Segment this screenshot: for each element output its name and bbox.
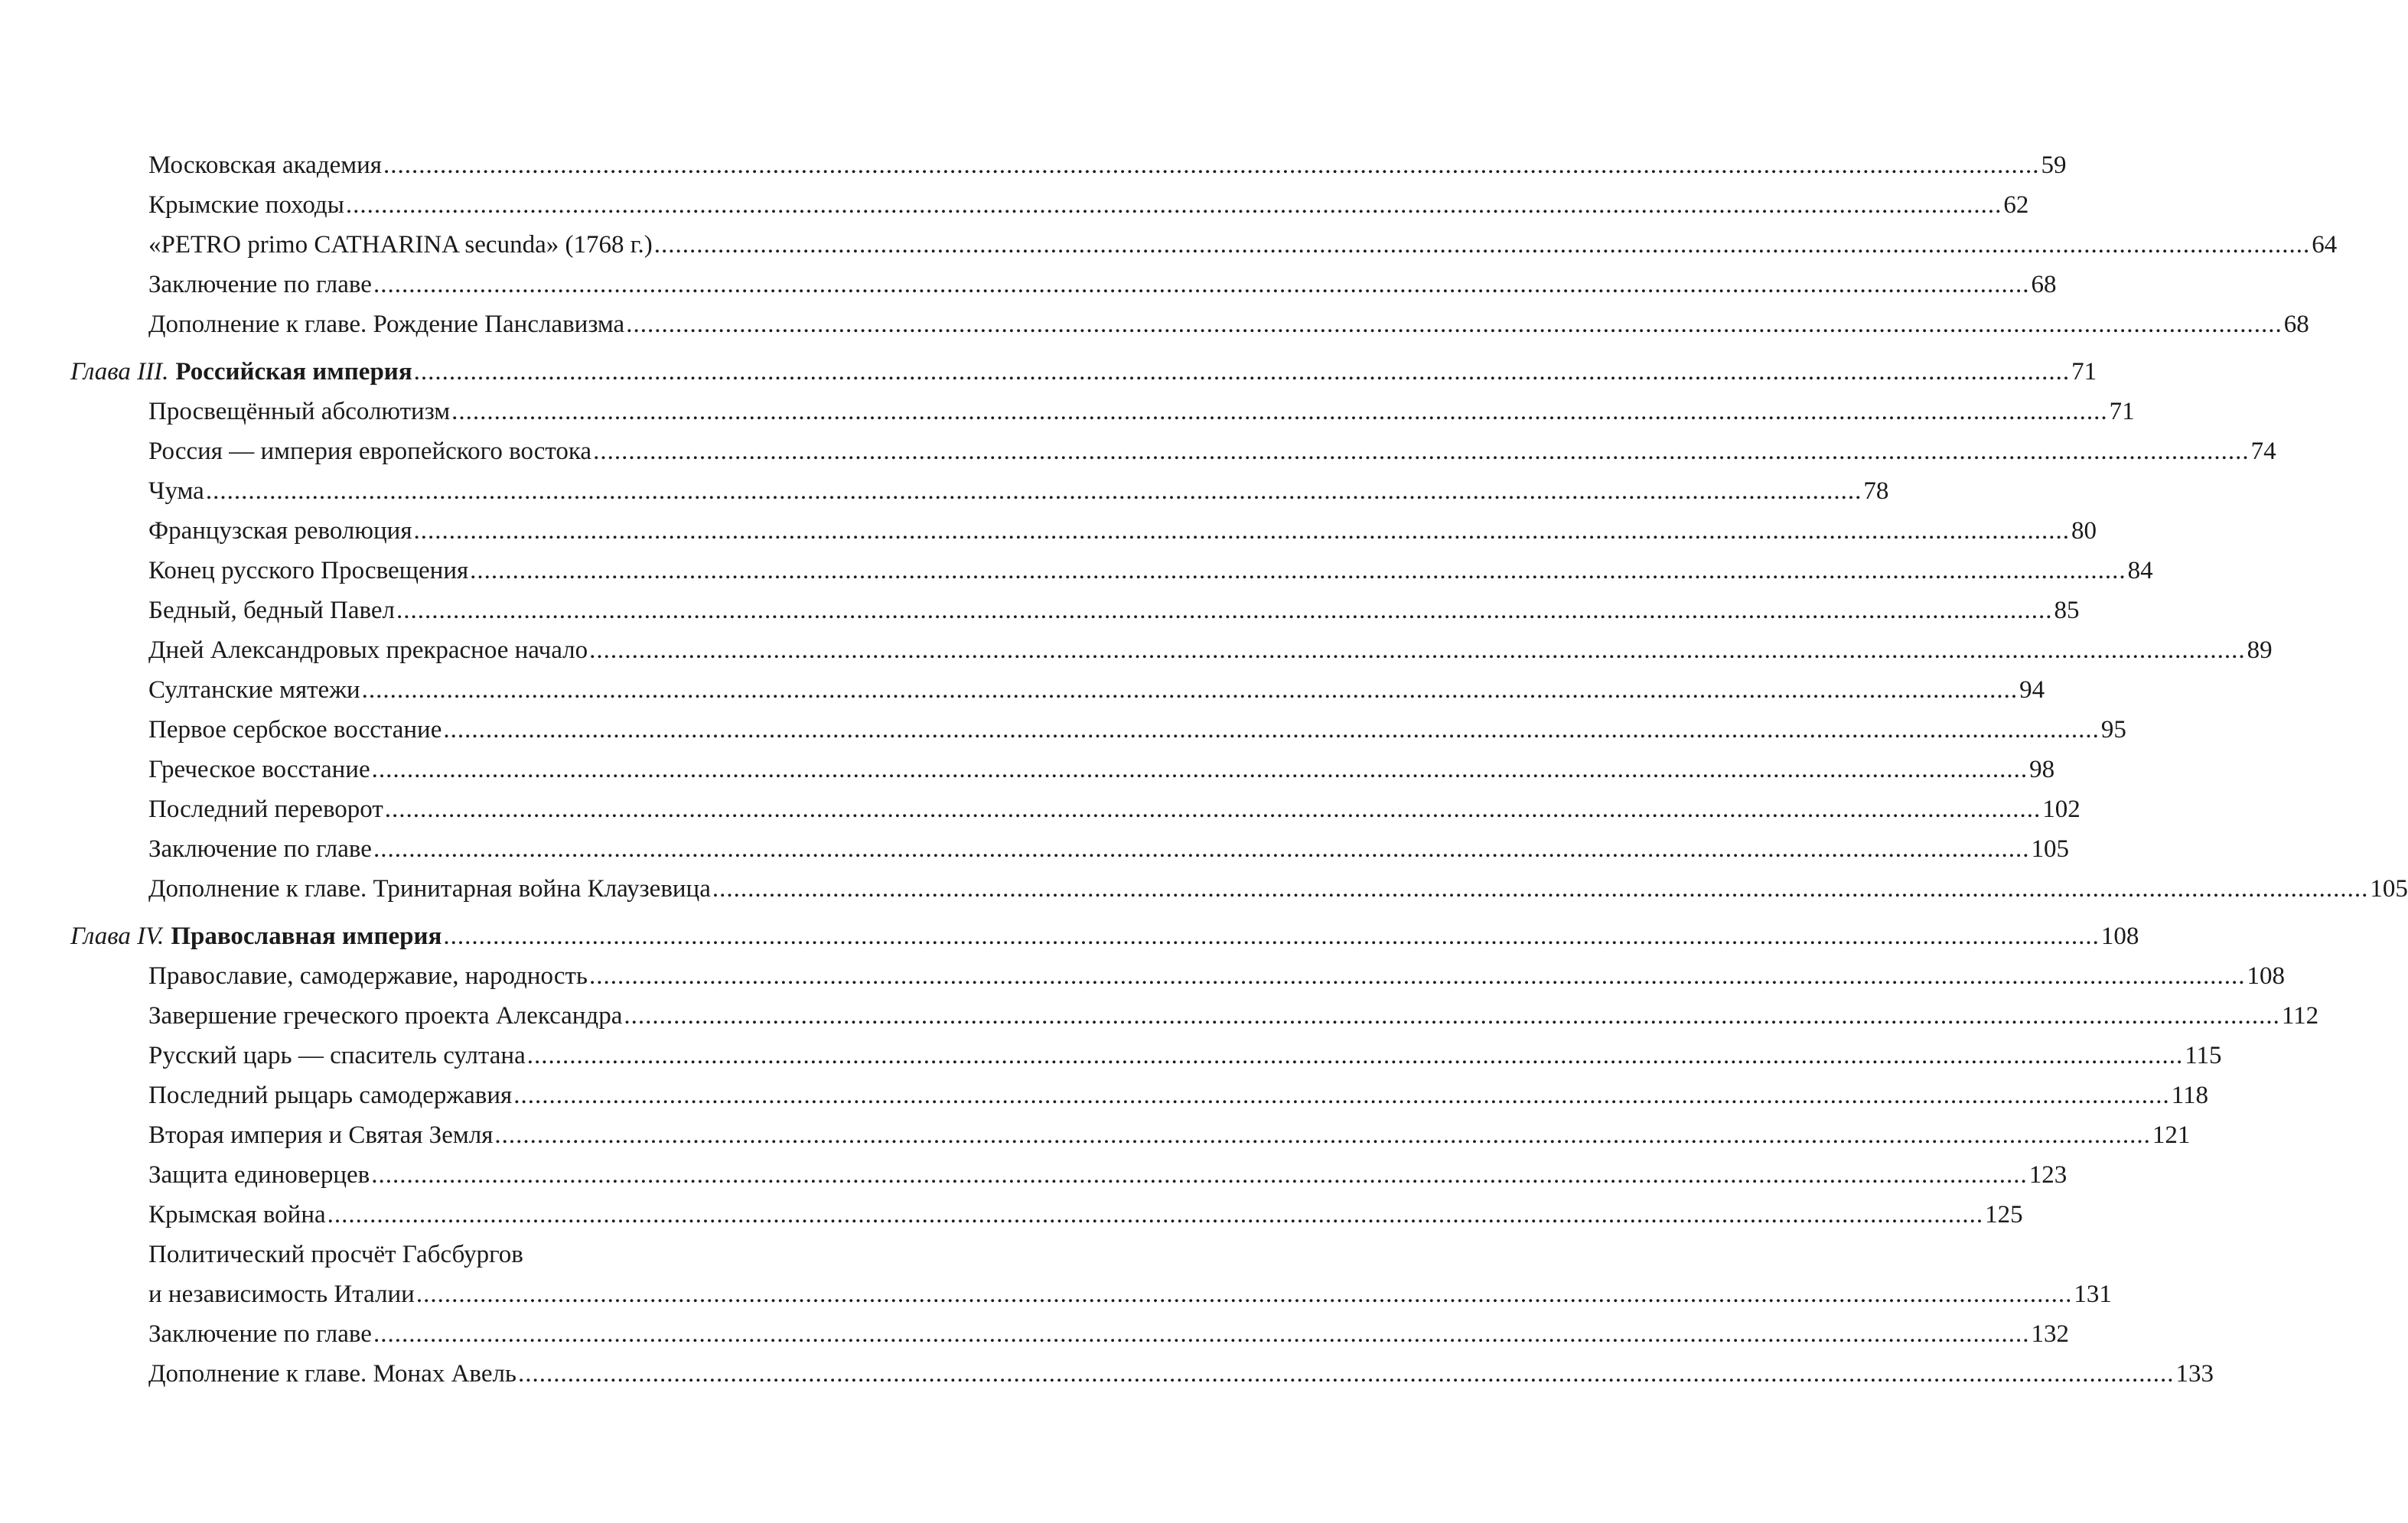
toc-entry [70, 225, 2338, 265]
toc-entry-page: 108 [2247, 962, 2285, 990]
toc-entry-title: Крымские походы [148, 191, 344, 219]
toc-entry [70, 591, 2080, 630]
toc-leader-dots [654, 225, 2311, 265]
toc-leader-dots [206, 471, 1862, 511]
toc-entry [70, 829, 2069, 869]
toc-entry-title: Дней Александровых прекрасное начало [148, 636, 588, 664]
toc-entry-page: 121 [2152, 1121, 2191, 1149]
toc-entry-title: Чума [148, 477, 204, 505]
toc-entry [70, 789, 2081, 829]
toc-entry [70, 750, 2055, 789]
toc-entry-page: 108 [2100, 923, 2139, 950]
toc-leader-dots [470, 551, 2126, 591]
toc-entry [70, 511, 2097, 551]
toc-entry-title: Московская академия [148, 151, 382, 179]
toc-entry [70, 1036, 2222, 1076]
toc-leader-dots [327, 1195, 1984, 1235]
toc-entry-page: 85 [2054, 597, 2080, 624]
toc-entry-title-line1: Политический просчёт Габсбургов [148, 1241, 523, 1268]
toc-leader-dots [373, 1314, 2030, 1354]
toc-entry-page: 95 [2100, 716, 2126, 744]
toc-entry-title: Дополнение к главе. Рождение Панславизма [148, 311, 625, 338]
toc-entry [70, 670, 2045, 710]
table-of-contents [70, 145, 2408, 1394]
toc-entry [70, 956, 2285, 996]
toc-leader-dots [362, 670, 2019, 710]
toc-entry-title: Просвещённый абсолютизм [148, 398, 451, 425]
toc-entry-page: 118 [2171, 1082, 2208, 1109]
toc-leader-dots [414, 511, 2071, 551]
toc-leader-dots [346, 185, 2002, 225]
toc-leader-dots [624, 996, 2280, 1036]
toc-leader-dots [589, 630, 2246, 670]
toc-entry-title: «PETRO primo CATHARINA secunda» (1768 г.) [148, 231, 653, 259]
toc-entry-title: Заключение по главе [148, 835, 372, 863]
toc-entry-title: Крымская война [148, 1201, 326, 1228]
toc-entry [70, 265, 2057, 304]
toc-chapter-entry [70, 916, 2139, 956]
toc-entry-title: Заключение по главе [148, 1320, 372, 1348]
toc-entry [70, 551, 2153, 591]
toc-leader-dots [443, 916, 2100, 956]
toc-leader-dots [518, 1354, 2175, 1394]
toc-leader-dots [494, 1115, 2151, 1155]
toc-entry [70, 1195, 2023, 1235]
toc-entry [70, 1354, 2214, 1394]
toc-entry-page: 105 [2031, 835, 2069, 863]
toc-entry-page: 94 [2019, 676, 2045, 704]
toc-entry-page: 62 [2003, 191, 2029, 219]
toc-leader-dots [513, 1076, 2170, 1115]
toc-entry-title: Русский царь — спаситель султана [148, 1042, 526, 1069]
toc-entry-page: 123 [2028, 1161, 2067, 1189]
toc-leader-dots [451, 392, 2108, 431]
toc-entry-title: Дополнение к главе. Тринитарная война Клаузевица [148, 875, 711, 903]
toc-entry-title: Завершение греческого проекта Александра [148, 1002, 623, 1030]
toc-entry-title: Последний рыцарь самодержавия [148, 1082, 513, 1109]
toc-entry-page: 71 [2109, 398, 2135, 425]
toc-leader-dots [383, 145, 2040, 185]
toc-entry [70, 869, 2408, 909]
toc-entry-page: 68 [2031, 271, 2057, 298]
toc-leader-dots [626, 304, 2283, 344]
toc-entry-title: Последний переворот [148, 796, 383, 823]
toc-entry [70, 630, 2273, 670]
toc-entry-page: 84 [2127, 557, 2153, 584]
toc-entry [70, 304, 2309, 344]
toc-entry-page: 89 [2247, 636, 2273, 664]
toc-entry-page: 133 [2175, 1360, 2214, 1388]
toc-entry [70, 431, 2276, 471]
toc-entry-title: Защита единоверцев [148, 1161, 370, 1189]
toc-leader-dots [443, 710, 2100, 750]
toc-entry-page: 115 [2185, 1042, 2222, 1069]
toc-entry-title: Конец русского Просвещения [148, 557, 469, 584]
toc-entry [70, 185, 2029, 225]
toc-entry-page: 132 [2031, 1320, 2069, 1348]
toc-entry-page: 98 [2029, 756, 2055, 783]
toc-entry-title: Греческое восстание [148, 756, 370, 783]
toc-leader-dots [593, 431, 2250, 471]
toc-entry-page: 112 [2281, 1002, 2319, 1030]
toc-entry-title: Первое сербское восстание [148, 716, 442, 744]
toc-entry-page: 68 [2283, 311, 2309, 338]
toc-entry [70, 996, 2319, 1036]
toc-entry-page: 59 [2041, 151, 2067, 179]
toc-entry-page: 102 [2042, 796, 2081, 823]
toc-entry-title: Православие, самодержавие, народность [148, 962, 588, 990]
toc-entry-title: Султанские мятежи [148, 676, 360, 704]
toc-entry-page: 105 [2370, 875, 2408, 903]
toc-entry [70, 1115, 2191, 1155]
toc-entry-page: 131 [2074, 1281, 2112, 1308]
toc-leader-dots [372, 750, 2028, 789]
toc-entry-title: Россия — империя европейского востока [148, 438, 592, 465]
toc-entry-page: 64 [2312, 231, 2338, 259]
toc-entry [70, 392, 2135, 431]
toc-entry-title: Бедный, бедный Павел [148, 597, 396, 624]
toc-entry-page: 80 [2071, 517, 2097, 545]
toc-entry-title: Дополнение к главе. Монах Авель [148, 1360, 516, 1388]
toc-leader-dots [589, 956, 2246, 996]
chapter-title: Российская империя [175, 358, 412, 386]
toc-leader-dots [385, 789, 2041, 829]
toc-entry [70, 710, 2126, 750]
toc-entry [70, 1314, 2069, 1354]
toc-leader-dots [527, 1036, 2184, 1076]
chapter-label: Глава IV. [70, 923, 165, 950]
toc-entry-page: 78 [1863, 477, 1889, 505]
toc-entry-page: 125 [1985, 1201, 2023, 1228]
toc-leader-dots [396, 591, 2053, 630]
toc-entry [70, 145, 2067, 185]
toc-chapter-entry [70, 352, 2097, 392]
toc-leader-dots [712, 869, 2369, 909]
toc-entry-title-line2: и независимость Италии [148, 1281, 415, 1308]
toc-entry-two-line [70, 1235, 2112, 1314]
toc-entry-page: 74 [2250, 438, 2276, 465]
toc-entry [70, 1155, 2067, 1195]
toc-leader-dots [371, 1155, 2028, 1195]
chapter-title: Православная империя [171, 923, 442, 950]
toc-leader-dots [373, 829, 2030, 869]
toc-entry [70, 1076, 2208, 1115]
toc-entry-page: 71 [2071, 358, 2097, 386]
toc-entry-title: Французская революция [148, 517, 412, 545]
toc-leader-dots [373, 265, 2030, 304]
chapter-label: Глава III. [70, 358, 169, 386]
toc-entry [70, 471, 1889, 511]
toc-entry-title: Заключение по главе [148, 271, 372, 298]
toc-leader-dots [416, 1274, 2073, 1314]
toc-leader-dots [414, 352, 2071, 392]
toc-entry-title: Вторая империя и Святая Земля [148, 1121, 494, 1149]
